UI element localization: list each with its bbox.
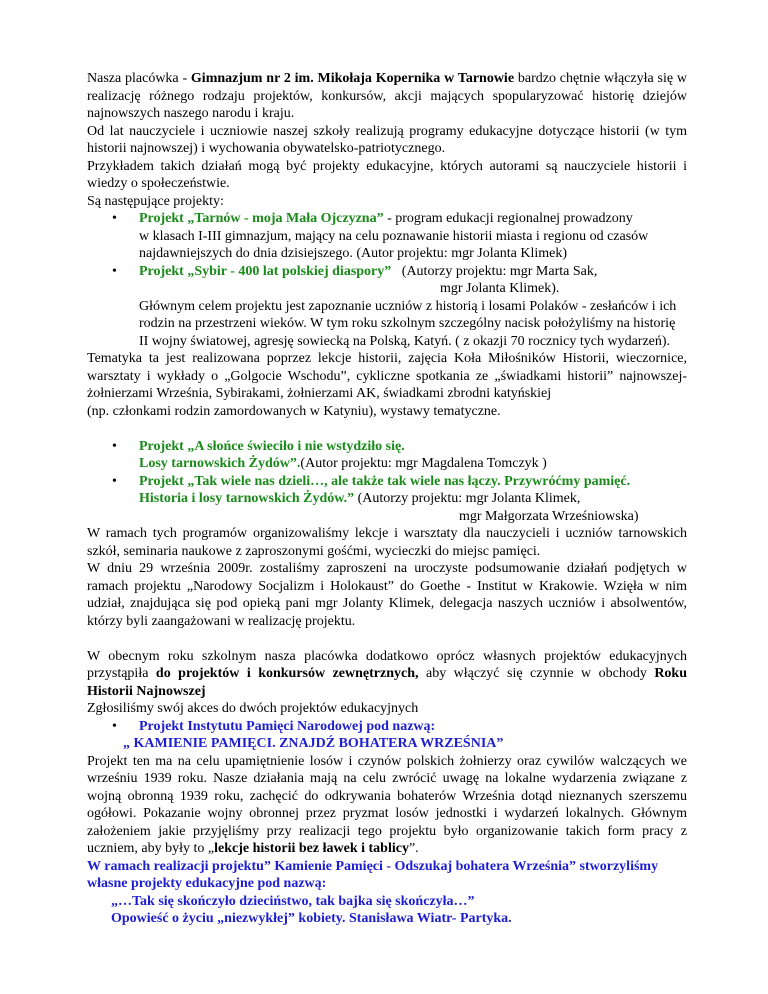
project-ipn-subtitle: „ KAMIENIE PAMIĘCI. ZNAJDŹ BOHATERA WRZEŚNIA” — [123, 736, 504, 751]
project-sybir-title: Projekt „Sybir - 400 lat polskiej diaspory” — [139, 263, 392, 279]
intro-paragraph — [87, 70, 687, 123]
spacer — [87, 630, 687, 648]
paragraph-topics: Tematyka ta jest realizowana poprzez lekcje historii, zajęcia Koła Miłośników Historii, wieczornice, warsztaty i wykłady o „Golgocie Wschodu”, cykliczne spotkania ze „świadkami historii” najnowszej- żołnierzami Września, Sybirakami, żołnierzami AK, świadkami zbrodni katyńskiej — [87, 351, 687, 401]
ipn-description-end: ”. — [408, 841, 419, 856]
project-tarnow-title: Projekt „Tarnów - moja Mała Ojczyzna” — [139, 211, 384, 226]
paragraph-two-projects: Zgłosiliśmy swój akces do dwóch projektów edukacyjnych — [87, 701, 419, 716]
project-sybir-authors-2: mgr Jolanta Klimek). — [440, 281, 560, 296]
paragraph-own-projects: W ramach realizacji projektu” Kamienie Pamięci - Odszukaj bohatera Września” stworzyliśmy własne projekty edukacyjne pod nazwą: — [87, 858, 659, 891]
school-name: Gimnazjum nr 2 im. Mikołaja Kopernika w Tarnowie — [190, 71, 515, 86]
intro-text-end: bardzo chętnie włączyła się w realizację różnego rodzaju projektów, konkursów, akcji mających spopularyzować historię dziejów najnowszych naszego narodu i kraju. — [87, 71, 687, 121]
project-tak-wiele-authors-2: mgr Małgorzata Wrześniowska) — [459, 508, 639, 524]
project-slonce-title-1: Projekt „A słońce świeciło i nie wstydziło się. — [139, 438, 405, 454]
own-project-title: „…Tak się skończyło dzieciństwo, tak bajka się skończyła…” — [111, 893, 475, 909]
project-tarnow-text: - program edukacji regionalnej prowadzony — [383, 211, 633, 226]
project-tarnow-item — [87, 210, 687, 263]
project-slonce-author: (Autor projektu: mgr Magdalena Tomczyk ) — [300, 456, 547, 471]
paragraph-programs: Od lat nauczyciele i uczniowie naszej szkoły realizują programy edukacyjne dotyczące historii (w tym historii najnowszej) i wychowania obywatelsko-patriotycznego. — [87, 123, 687, 156]
project-tak-wiele-authors: (Autorzy projektu: mgr Jolanta Klimek, — [354, 491, 581, 506]
paragraph-examples: Przykładem takich działań mogą być projekty edukacyjne, których autorami są nauczyciele historii i wiedzy o społeczeństwie. — [87, 158, 687, 191]
bullet-icon: • — [112, 263, 117, 279]
current-year-text: W obecnym roku szkolnym nasza placówka dodatkowo oprócz własnych projektów edukacyjnych przystąpiła — [87, 648, 687, 681]
paragraph-ipn-description — [87, 753, 687, 858]
document-body — [87, 70, 687, 928]
year-of-history-title: Roku Historii Najnowszej — [87, 666, 687, 699]
paragraph-current-year — [87, 648, 687, 701]
project-sybir-item — [87, 263, 687, 298]
intro-text-start: Nasza placówka - — [87, 71, 191, 86]
project-tak-wiele-title-1: Projekt „Tak wiele nas dzieli…, ale także tak wiele nas łączy. Przywróćmy pamięć. — [139, 473, 631, 489]
project-ipn-title: Projekt Instytutu Pamięci Narodowej pod nazwą: — [139, 718, 436, 734]
spacer — [87, 420, 687, 438]
project-slonce-item — [87, 438, 687, 473]
bullet-icon: • — [112, 211, 117, 226]
project-tak-wiele-title-2: Historia i losy tarnowskich Żydów.” — [139, 491, 355, 506]
paragraph-topics-2: (np. członkami rodzin zamordowanych w Katyniu), wystawy tematyczne. — [87, 403, 501, 419]
paragraph-projects-intro: Są następujące projekty: — [87, 193, 224, 209]
ipn-description-bold: lekcje historii bez ławek i tablicy — [214, 841, 409, 856]
project-sybir-authors: (Autorzy projektu: mgr Marta Sak, — [391, 263, 598, 279]
project-sybir-description: Głównym celem projektu jest zapoznanie uczniów z historią i losami Polaków - zesłańców i ich rodzin na przestrzeni wieków. W tym roku szkolnym szczególny nacisk położyliśmy na historię II wojny światowej, agresję sowiecką na Polską, Katyń. ( z okazji 70 rocznicy tych wydarzeń). — [139, 298, 677, 349]
paragraph-goethe: W dniu 29 września 2009r. zostaliśmy zaproszeni na uroczyste podsumowanie działań podjętych w ramach projektu „Narodowy Socjalizm i Holokaust” do Goethe - Institut w Krakowie. Wzięła w nim udział, znajdująca się pod opieką pani mgr Jolanty Klimek, delegacja naszych uczniów i absolwentów, którzy byli zaangażowani w realizację projektu. — [87, 561, 687, 629]
bullet-icon: • — [112, 438, 117, 454]
project-tarnow-text-2: w klasach I-III gimnazjum, mający na celu poznawanie historii miasta i regionu od czasów — [139, 228, 649, 244]
own-project-subtitle: Opowieść o życiu „niezwykłej” kobiety. Stanisława Wiatr- Partyka. — [111, 911, 512, 926]
project-tak-wiele-item — [87, 473, 687, 526]
ipn-description-text: Projekt ten ma na celu upamiętnienie losów i czynów polskich żołnierzy oraz cywilów walczących we wrześniu 1939 roku. Nasze działania mają na celu zwrócić uwagę na lokalne wydarzenia związane z wojną obronną 1939 roku, zachęcić do odkrywania bohaterów Września dotąd nieznanych szerszemu ogółowi. Pokazanie wojny obronnej przez pryzmat losów jednostki i wydarzeń lokalnych. Głównym założeniem jakie przyjęliśmy przy realizacji tego projektu było organizowanie takich form pracy z uczniem, aby były to „ — [87, 753, 687, 856]
project-slonce-title-2: Losy tarnowskich Żydów”. — [139, 456, 301, 471]
current-year-bold: do projektów i konkursów zewnętrznych, — [155, 666, 419, 681]
bullet-icon: • — [112, 473, 117, 489]
bullet-icon: • — [112, 718, 117, 734]
project-tarnow-text-3: najdawniejszych do dnia dzisiejszego. (Autor projektu: mgr Jolanta Klimek) — [139, 246, 568, 261]
current-year-text-2: aby włączyć się czynnie w obchody — [418, 666, 655, 681]
project-ipn-item — [87, 718, 687, 753]
paragraph-workshops: W ramach tych programów organizowaliśmy lekcje i warsztaty dla nauczycieli i uczniów tarnowskich szkół, seminaria naukowe z zaproszonymi gośćmi, wycieczki do miejsc pamięci. — [87, 526, 687, 559]
